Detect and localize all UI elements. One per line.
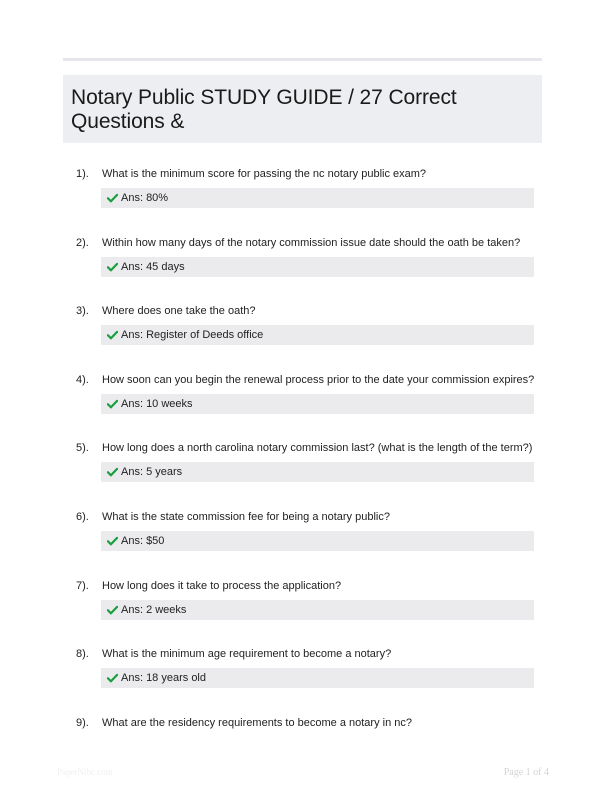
question-item [0,168,606,238]
question-text: What is the minimum score for passing the nc notary public exam? [102,168,427,180]
question-number: 2). [76,237,89,249]
answer-text: Ans: 45 days [121,260,185,273]
check-icon [107,193,118,203]
check-icon [107,536,118,546]
question-item [0,580,606,650]
answer-box [101,531,534,551]
question-number: 6). [76,511,89,523]
document-title: Notary Public STUDY GUIDE / 27 Correct Questions & [71,86,457,133]
question-item [0,648,606,718]
answer-box [101,394,534,414]
question-number: 5). [76,442,89,454]
question-item [0,305,606,375]
question-number: 4). [76,374,89,386]
question-text: Within how many days of the notary commission issue date should the oath be taken? [102,237,521,249]
question-text: Where does one take the oath? [102,305,256,317]
answer-text: Ans: $50 [121,534,165,547]
question-text: How long does it take to process the application? [102,580,342,592]
answer-text: Ans: 2 weeks [121,603,187,616]
question-text: How soon can you begin the renewal process prior to the date your commission expires? [102,374,535,386]
question-item [0,374,606,444]
question-number: 3). [76,305,89,317]
page-number: Page 1 of 4 [503,767,549,778]
question-text: How long does a north carolina notary commission last? (what is the length of the term?) [102,442,533,454]
footer-watermark: PaperNibc.com [57,767,113,777]
question-text: What is the minimum age requirement to become a notary? [102,648,392,660]
answer-text: Ans: 5 years [121,465,183,478]
answer-text: Ans: 18 years old [121,671,206,684]
check-icon [107,262,118,272]
answer-box [101,188,534,208]
check-icon [107,467,118,477]
check-icon [107,330,118,340]
answer-text: Ans: 80% [121,191,169,204]
question-text: What is the state commission fee for being a notary public? [102,511,390,523]
answer-text: Ans: 10 weeks [121,397,193,410]
question-number: 1). [76,168,89,180]
question-item [0,442,606,512]
answer-box [101,325,534,345]
question-item [0,237,606,307]
answer-box [101,668,534,688]
question-number: 7). [76,580,89,592]
answer-box [101,462,534,482]
check-icon [107,605,118,615]
question-text: What are the residency requirements to become a notary in nc? [102,717,412,729]
question-item [0,511,606,581]
answer-box [101,257,534,277]
question-number: 8). [76,648,89,660]
check-icon [107,399,118,409]
check-icon [107,673,118,683]
answer-text: Ans: Register of Deeds office [121,328,264,341]
answer-box [101,600,534,620]
question-number: 9). [76,717,89,729]
